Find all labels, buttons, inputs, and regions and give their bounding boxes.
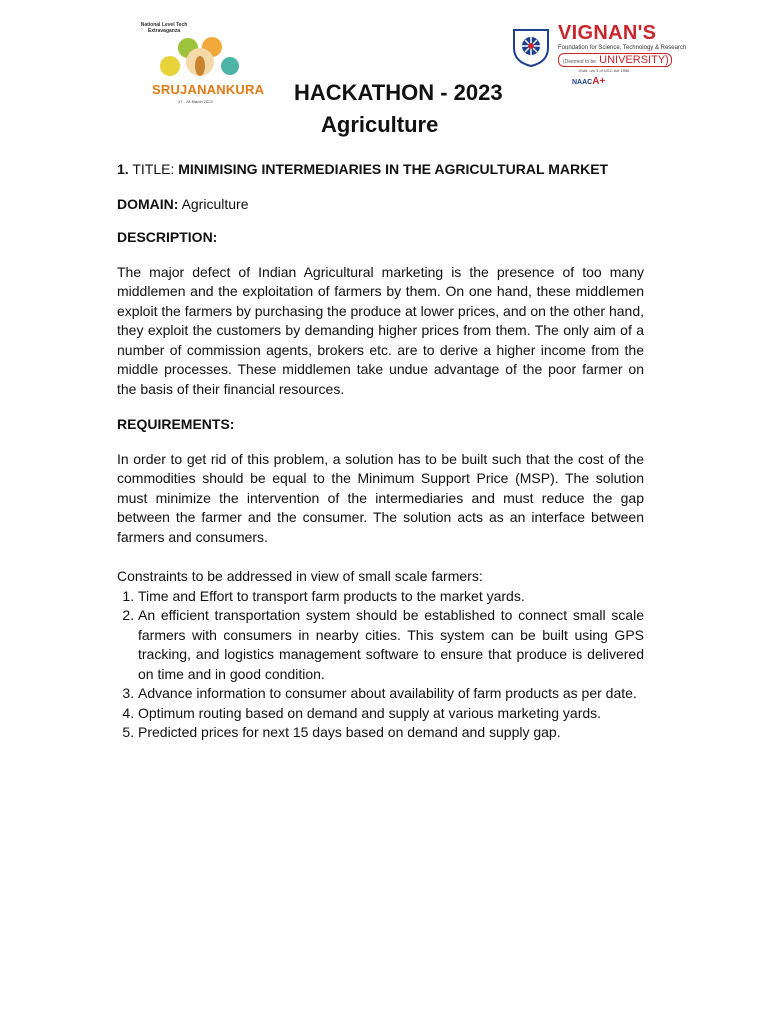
title-label: TITLE: bbox=[132, 161, 175, 177]
logo-brand-name: SRUJANANKURA bbox=[152, 82, 265, 97]
naac-grade: A+ bbox=[592, 76, 606, 87]
university-foundation: Foundation for Science, Technology & Research bbox=[558, 45, 687, 51]
domain-label: DOMAIN: bbox=[117, 195, 179, 212]
university-text: UNIVERSITY) bbox=[599, 54, 669, 66]
list-item: 3. Advance information to consumer about availability of farm products as per date. bbox=[138, 684, 644, 704]
university-name: VIGNAN'S bbox=[558, 22, 657, 44]
logo-tagline: National Level Tech Extravaganza bbox=[140, 22, 188, 34]
constraints-intro: Constraints to be addressed in view of small scale farmers: bbox=[117, 568, 483, 584]
description-text: The major defect of Indian Agricultural marketing is the presence of too many middlemen and the exploitation of farmers by them. On one hand, these middlemen exploit the farmers by purchasing the produce at lower prices, and on the other hand, they exploit the customers by demanding higher prices from them. The only aim of a number of commission agents, brokers etc. are to derive a higher income from the middle processes. These middlemen take undue advantage of the poor farmer on the basis of their financial resources. bbox=[117, 263, 644, 397]
naac-label: NAAC bbox=[572, 79, 593, 86]
list-item: 4. Optimum routing based on demand and supply at various marketing yards. bbox=[138, 704, 644, 724]
problem-statement bbox=[117, 160, 644, 743]
university-deemed-badge bbox=[558, 53, 672, 67]
constraints-list bbox=[117, 587, 644, 743]
deemed-text: (Deemed to be bbox=[563, 59, 597, 65]
requirements-heading: REQUIREMENTS: bbox=[117, 416, 235, 432]
page-subtitle: Agriculture bbox=[321, 112, 439, 137]
vignan-university-logo bbox=[508, 22, 687, 92]
problem-number: 1. bbox=[117, 161, 129, 177]
list-item: 5. Predicted prices for next 15 days based on demand and supply gap. bbox=[138, 723, 644, 743]
naac-badge bbox=[572, 76, 605, 87]
srujanankura-logo bbox=[108, 16, 274, 108]
university-estd: -Estd. u/s 3 of UGC Act 1956 bbox=[578, 68, 630, 73]
list-item: 2. An efficient transportation system should be established to connect small scale farmers with consumers in nearby cities. This system can be built using GPS tracking, and logistics management software to ensure that produce is delivered on time and in good condition. bbox=[138, 606, 644, 684]
title-line bbox=[117, 160, 644, 180]
domain-line bbox=[117, 195, 644, 215]
page-title: HACKATHON - 2023 bbox=[294, 80, 503, 105]
vignan-crest-icon bbox=[510, 26, 552, 68]
requirements-text: In order to get rid of this problem, a solution has to be built such that the cost of the commodities should be equal to the Minimum Support Price (MSP). The solution must minimize the intervention of the intermediaries and must reduce the gap between the farmer and the consumer. The solution acts as an interface between farmers and consumers. bbox=[117, 450, 644, 545]
logo-dates: 27 - 28 March 2023 bbox=[178, 99, 213, 104]
problem-title: MINIMISING INTERMEDIARIES IN THE AGRICULTURAL MARKET bbox=[178, 161, 609, 177]
list-item: 1. Time and Effort to transport farm products to the market yards. bbox=[138, 587, 644, 607]
domain-value: Agriculture bbox=[181, 195, 249, 212]
description-heading: DESCRIPTION: bbox=[117, 229, 218, 245]
